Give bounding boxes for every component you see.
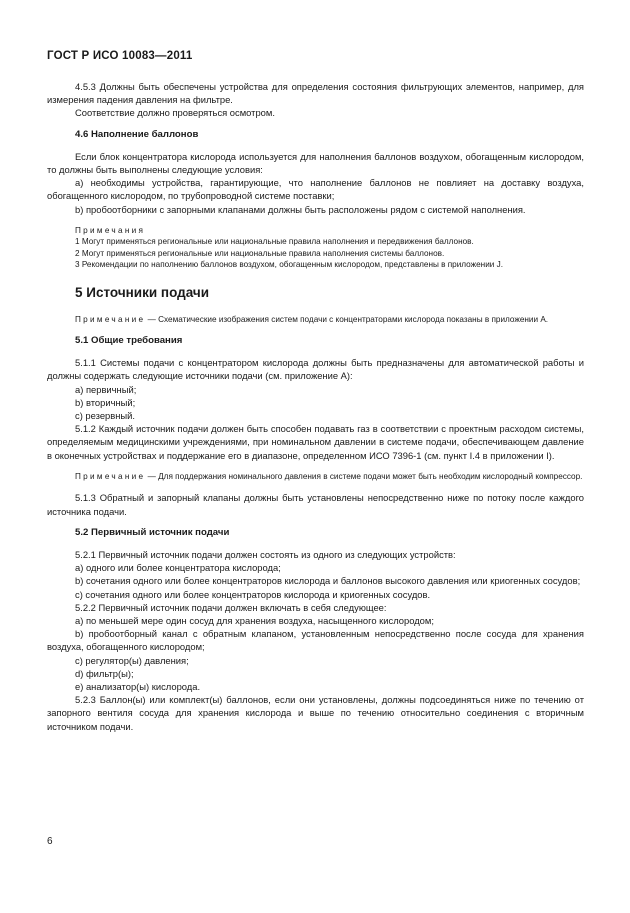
list-item-5-2-2-d: d) фильтр(ы); <box>75 667 134 679</box>
notes-title: Примечания <box>75 225 146 235</box>
note-section-5 <box>47 314 584 325</box>
note-5-1-2 <box>47 471 584 482</box>
heading-4-6: 4.6 Наполнение баллонов <box>75 128 199 140</box>
heading-5-1: 5.1 Общие требования <box>75 335 183 347</box>
paragraph-5-2-3: 5.2.3 Баллон(ы) или комплект(ы) баллонов, если они установлены, должны подсоединяться ниже по течению от запорного вентиля сосуда для хранения кислорода и выше по течению относительно соединения с вторичным источником подачи. <box>47 694 584 732</box>
notes-4-6 <box>47 225 584 271</box>
note-section-5-text <box>47 314 584 325</box>
list-item-5-2-2-e: e) анализатор(ы) кислорода. <box>75 680 201 692</box>
list-item-5-2-2-b: b) пробоотборный канал с обратным клапаном, установленным непосредственно после сосуда для хранения воздуха, обогащенного кислородом; <box>47 628 584 653</box>
paragraph-4-6-intro: Если блок концентратора кислорода используется для наполнения баллонов воздухом, обогащенным кислородом, то должны быть выполнены следующие условия: <box>47 150 584 176</box>
list-item-5-1-1-c: c) резервный. <box>75 410 135 422</box>
note-label: Примечание <box>75 314 146 324</box>
list-item-5-1-1-b: b) вторичный; <box>75 396 136 408</box>
paragraph-compliance: Соответствие должно проверяться осмотром. <box>75 107 275 119</box>
list-item-5-2-1-a: a) одного или более концентратора кислорода; <box>75 562 281 574</box>
heading-section-5: 5 Источники подачи <box>75 285 210 301</box>
paragraph-5-2-1: 5.2.1 Первичный источник подачи должен состоять из одного из следующих устройств: <box>75 548 456 560</box>
note-3: 3 Рекомендации по наполнению баллонов воздухом, обогащенным кислородом, представлены в приложении J. <box>75 260 503 270</box>
note-body: — Для поддержания номинального давления в системе подачи может быть необходим кислородный компрессор. <box>145 471 583 481</box>
list-item-4-6-a: a) необходимы устройства, гарантирующие, что наполнение баллонов не повлияет на доставку воздуха, обогащенного кислородом, по трубопроводной системе поставки; <box>47 177 584 202</box>
list-item-5-2-2-a: a) по меньшей мере один сосуд для хранения воздуха, насыщенного кислородом; <box>75 614 434 626</box>
paragraph-5-2-2: 5.2.2 Первичный источник подачи должен включать в себя следующее: <box>75 601 387 613</box>
note-2: 2 Могут применяться региональные или национальные правила наполнения системы баллонов. <box>75 248 445 258</box>
list-item-4-6-b: b) пробоотборники с запорными клапанами должны быть расположены рядом с системой наполнения. <box>75 203 526 215</box>
note-label: Примечание <box>75 471 146 481</box>
paragraph-4-5-3: 4.5.3 Должны быть обеспечены устройства для определения состояния фильтрующих элементов, например, для измерения падения давления на фильтре. <box>47 81 584 106</box>
list-item-5-2-2-c: c) регулятор(ы) давления; <box>75 654 189 666</box>
paragraph-5-1-1: 5.1.1 Системы подачи с концентратором кислорода должны быть предназначены для автоматической работы и должны содержать следующие источники подачи (см. приложение А): <box>47 357 584 382</box>
document-body <box>47 80 584 733</box>
note-1: 1 Могут применяться региональные или национальные правила наполнения и передвижения баллонов. <box>75 237 474 247</box>
document-header: ГОСТ Р ИСО 10083—2011 <box>47 50 193 62</box>
list-item-5-1-1-a: a) первичный; <box>75 383 137 395</box>
note-5-1-2-text <box>47 471 584 482</box>
note-body: — Схематические изображения систем подачи с концентраторами кислорода показаны в приложении А. <box>145 314 549 324</box>
heading-5-2: 5.2 Первичный источник подачи <box>75 526 230 538</box>
page-number: 6 <box>47 836 53 847</box>
list-item-5-2-1-c: c) сочетания одного или более концентраторов кислорода и криогенных сосудов. <box>75 588 431 600</box>
list-item-5-2-1-b: b) сочетания одного или более концентраторов кислорода и баллонов высокого давления или криогенных сосудов; <box>75 575 581 587</box>
paragraph-5-1-3: 5.1.3 Обратный и запорный клапаны должны быть установлены непосредственно ниже по потоку после каждого источника подачи. <box>47 492 584 517</box>
paragraph-5-1-2: 5.1.2 Каждый источник подачи должен быть способен подавать газ в соответствии с проектным расходом системы, определяемым медицинскими учреждениями, при номинальном давлении в системе подачи, обеспечивающем давление в оконечных устройствах и поддержание его в диапазоне, определенном ИСО 7396-1 (см. пункт I.4 в приложении I). <box>47 423 584 461</box>
